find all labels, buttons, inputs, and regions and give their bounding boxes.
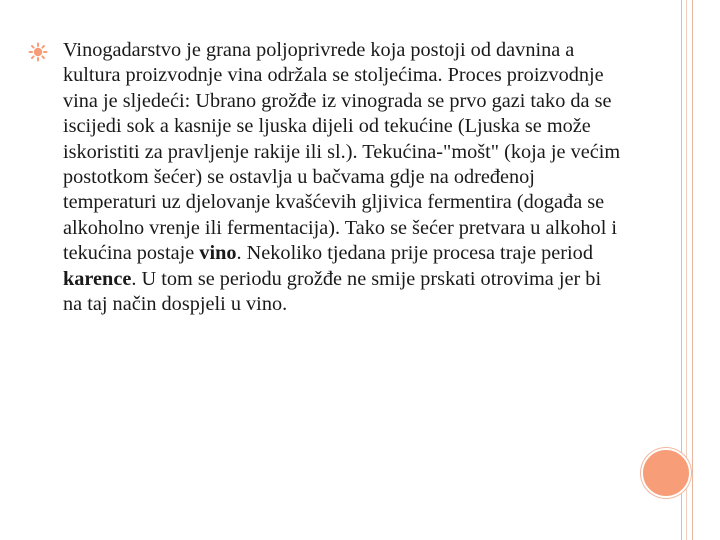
decorative-circle [641, 448, 691, 498]
bullet-item [28, 38, 628, 317]
text-part-3: . U tom se periodu grožđe ne smije prskati otrovima jer bi na taj način dospjeli u vino. [63, 267, 602, 316]
sun-bullet-icon [28, 42, 48, 62]
text-part-2: . Nekoliko tjedana prije procesa traje period [236, 242, 593, 265]
text-part-1: Vinogadarstvo je grana poljoprivrede koja postoji od davnina a kultura proizvodnje vina održala se stoljećima. Proces proizvodnje vina je sljedeći: Ubrano grožđe iz vinograda se prvo gazi tako da se iscijedi sok a kasnije se ljuska dijeli od tekućine (Ljuska se može iskoristiti za pravljenje rakije ili sl.). Tekućina-"mošt" (koja je većim postotkom šećer) se ostavlja u bačvama gdje na određenoj temperaturi uz djelovanje kvašćevih gljivica fermentira (događa se alkoholno vrenje ili fermentacija). Tako se šećer pretvara u alkohol i tekućina postaje [63, 39, 621, 265]
bold-term-karence: karence [63, 267, 132, 290]
bullet-text [63, 38, 623, 317]
slide-content [28, 38, 628, 317]
bold-term-vino: vino [199, 242, 237, 265]
